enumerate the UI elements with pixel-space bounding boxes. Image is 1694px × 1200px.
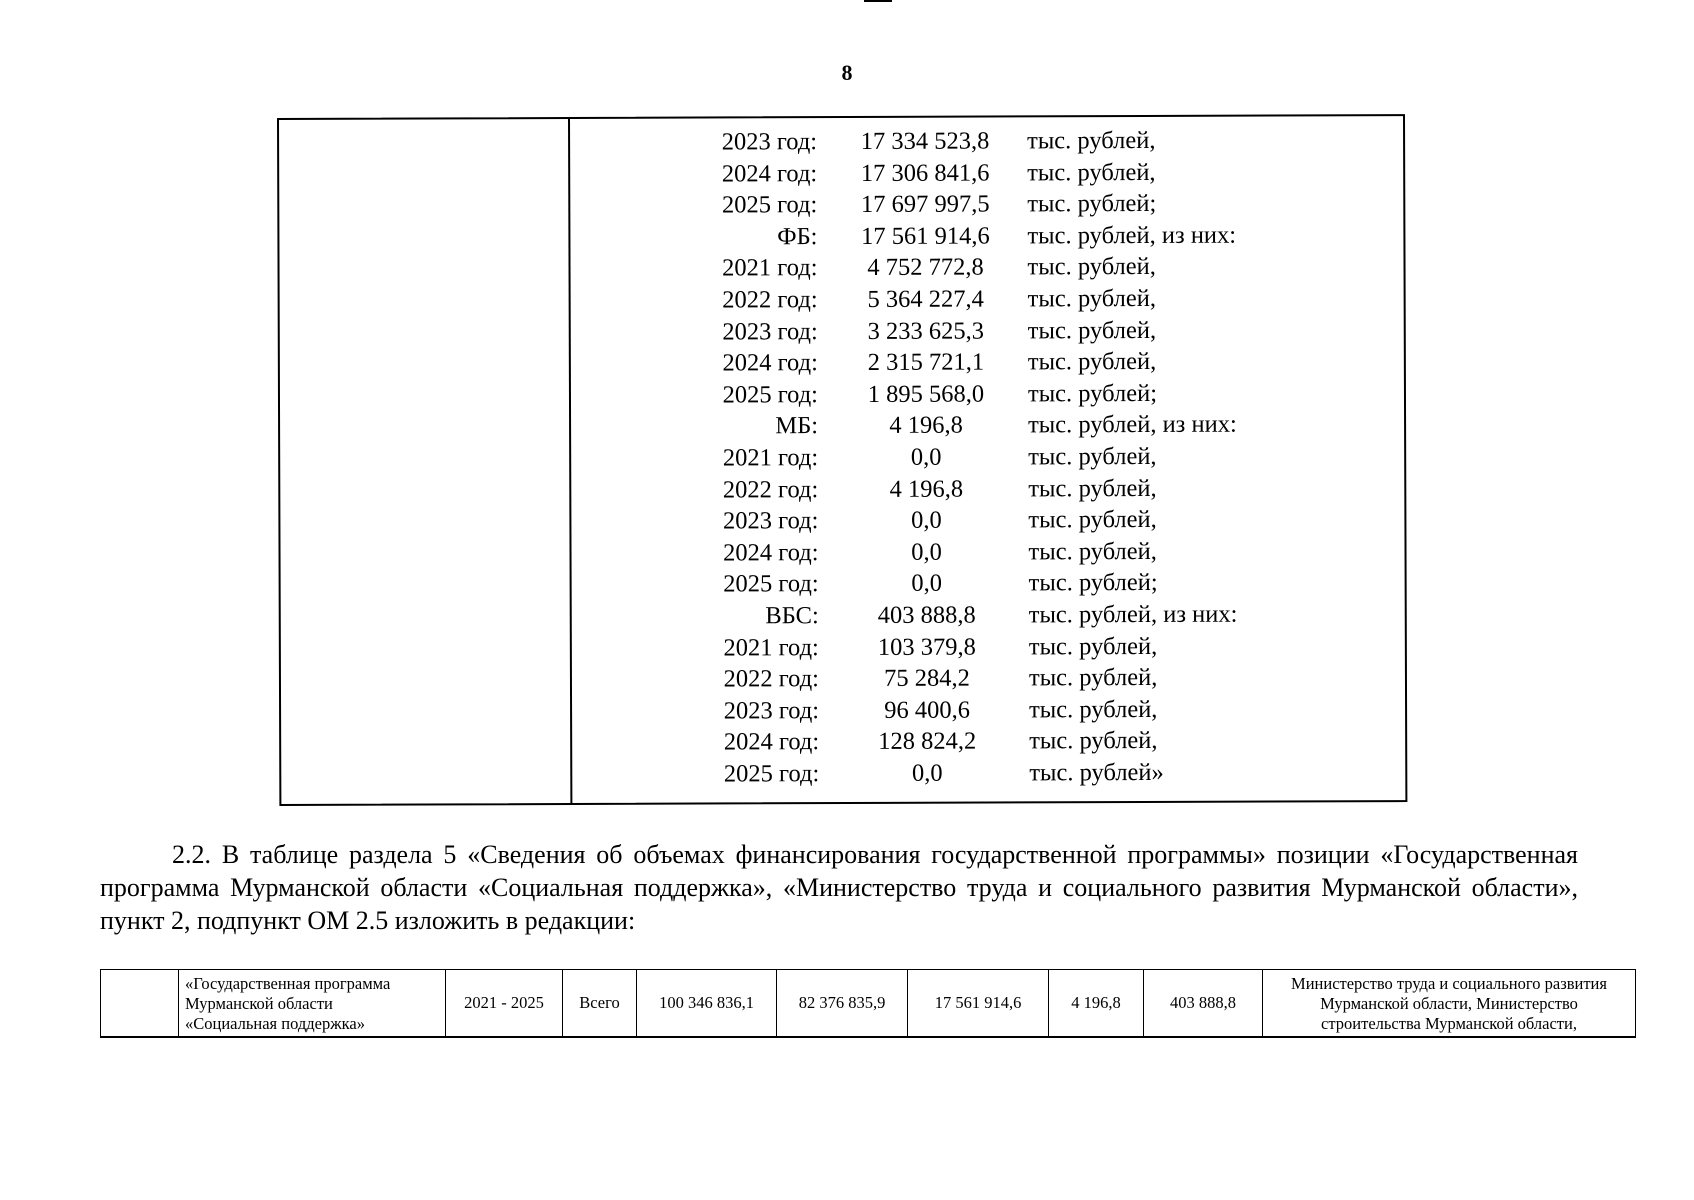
financing-row [577, 661, 1397, 695]
financing-row-label: 2024 год: [722, 349, 818, 377]
financing-row [575, 187, 1395, 221]
total-cell: 100 346 836,1 [637, 970, 777, 1038]
financing-row-label: 2025 год: [723, 570, 819, 598]
financing-row-label: 2023 год: [722, 317, 818, 346]
financing-row-label: 2025 год: [722, 380, 819, 409]
financing-row-value: 3 233 625,3 [867, 317, 984, 345]
financing-row-value: 0,0 [911, 759, 943, 787]
financing-row [575, 219, 1395, 253]
financing-row-unit: тыс. рублей, [1028, 506, 1157, 534]
financing-row [577, 693, 1397, 727]
financing-row [577, 630, 1397, 664]
passport-financing-table [277, 114, 1407, 806]
financing-row-label: 2021 год: [722, 254, 818, 282]
financing-row-value: 0,0 [911, 538, 942, 566]
financing-row-value: 4 196,8 [889, 475, 964, 503]
financing-row-unit: тыс. рублей, [1027, 316, 1157, 344]
financing-row-unit: тыс. рублей, из них: [1028, 410, 1237, 439]
financing-row-unit: тыс. рублей» [1029, 758, 1164, 787]
financing-row-label: 2024 год: [721, 159, 818, 188]
financing-row-label: 2023 год: [721, 128, 818, 156]
financing-row-unit: тыс. рублей, [1029, 695, 1158, 724]
financing-row-unit: тыс. рублей, [1028, 474, 1157, 502]
financing-row [576, 440, 1396, 474]
table-row [101, 970, 1636, 1038]
financing-row-label: МБ: [775, 412, 819, 440]
municipal-budget-cell: 4 196,8 [1049, 970, 1144, 1038]
financing-row-value: 4 752 772,8 [867, 253, 984, 282]
financing-row-label: 2021 год: [723, 633, 819, 661]
financing-row-unit: тыс. рублей, [1028, 537, 1157, 566]
financing-row [576, 345, 1396, 379]
financing-row-unit: тыс. рублей, [1028, 664, 1158, 692]
program-name-line: Мурманской области [185, 994, 333, 1013]
page-number: 8 [841, 60, 853, 85]
executor-line: Мурманской области, Министерство [1320, 994, 1578, 1013]
regional-budget-cell: 82 376 835,9 [777, 970, 908, 1038]
executor-cell [1263, 970, 1636, 1038]
financing-row-value: 128 824,2 [878, 727, 977, 756]
financing-row-value: 17 306 841,6 [860, 159, 990, 187]
executor-line: строительства Мурманской области, [1321, 1014, 1577, 1033]
financing-row-label: 2022 год: [722, 286, 818, 314]
financing-row [577, 756, 1397, 790]
financing-row-unit: тыс. рублей; [1027, 379, 1158, 408]
financing-row-unit: тыс. рублей, [1027, 253, 1156, 281]
financing-row-label: 2023 год: [722, 507, 819, 535]
financing-row [576, 377, 1396, 411]
financing-row-unit: тыс. рублей, [1027, 158, 1156, 186]
financing-row-unit: тыс. рублей, [1027, 348, 1157, 376]
financing-row-value: 0,0 [910, 443, 942, 471]
financing-row-value: 4 196,8 [889, 411, 963, 440]
period-cell: 2021 - 2025 [446, 970, 563, 1038]
financing-row-label: 2021 год: [722, 444, 819, 472]
financing-row-unit: тыс. рублей, [1028, 632, 1158, 660]
financing-row-label: 2022 год: [723, 665, 820, 693]
financing-row [576, 535, 1396, 569]
table-column-divider [568, 119, 572, 803]
financing-row-unit: тыс. рублей; [1028, 569, 1158, 597]
extrabudgetary-cell: 403 888,8 [1144, 970, 1263, 1038]
financing-row [576, 314, 1396, 348]
financing-row-value: 2 315 721,1 [867, 348, 985, 377]
funding-type-cell: Всего [563, 970, 637, 1038]
program-name-cell [179, 970, 446, 1038]
financing-row [576, 472, 1396, 506]
financing-row-label: 2024 год: [723, 538, 819, 567]
federal-budget-cell: 17 561 914,6 [908, 970, 1049, 1038]
row-number-cell [101, 970, 179, 1038]
financing-row-value: 17 561 914,6 [861, 222, 990, 250]
page-top-mark [864, 0, 892, 2]
financing-row-value: 0,0 [911, 569, 942, 598]
financing-row-label: 2025 год: [721, 191, 818, 219]
financing-row-label: 2025 год: [723, 759, 820, 788]
financing-row [575, 156, 1395, 190]
program-name-line: «Государственная программа [185, 974, 391, 993]
financing-row [576, 282, 1396, 316]
program-name-line: «Социальная поддержка» [185, 1014, 365, 1033]
financing-row [577, 598, 1397, 632]
financing-row [575, 124, 1395, 158]
financing-row-label: 2023 год: [723, 696, 820, 725]
financing-row-value: 75 284,2 [884, 664, 970, 692]
financing-row-value: 1 895 568,0 [867, 380, 985, 408]
financing-summary-table [100, 969, 1636, 1038]
financing-row [575, 250, 1395, 284]
financing-row [577, 566, 1397, 600]
financing-row-unit: тыс. рублей, [1028, 442, 1157, 471]
financing-row-unit: тыс. рублей; [1027, 190, 1157, 218]
financing-row [576, 408, 1396, 442]
financing-row-label: ФБ: [777, 222, 818, 251]
financing-row-unit: тыс. рублей, из них: [1028, 600, 1238, 629]
financing-row-unit: тыс. рублей, [1027, 126, 1156, 155]
financing-row-value: 0,0 [911, 506, 942, 534]
financing-list [575, 124, 1397, 790]
financing-row-label: 2022 год: [722, 475, 819, 503]
financing-row-label: 2024 год: [723, 728, 820, 756]
financing-row-value: 103 379,8 [877, 633, 976, 661]
financing-row-label: ВБС: [765, 602, 819, 630]
financing-row-value: 403 888,8 [877, 601, 976, 629]
amendment-paragraph: 2.2. В таблице раздела 5 «Сведения об объемах финансирования государственной программы» позиции «Государственная программа Мурманской области «Социальная поддержка», «Министерство труда и социального развития Мурманской области», пункт 2, подпункт ОМ 2.5 изложить в редакции: [100, 840, 1578, 935]
financing-row-unit: тыс. рублей, [1027, 284, 1157, 313]
financing-row-value: 5 364 227,4 [867, 285, 984, 313]
financing-row-value: 17 697 997,5 [860, 190, 990, 219]
financing-row-unit: тыс. рублей, [1029, 727, 1158, 755]
financing-row-unit: тыс. рублей, из них: [1027, 221, 1237, 250]
financing-row-value: 96 400,6 [884, 696, 970, 724]
financing-row-value: 17 334 523,8 [860, 127, 990, 155]
financing-row [577, 724, 1397, 758]
executor-line: Министерство труда и социального развития [1291, 974, 1607, 993]
financing-row [576, 503, 1396, 537]
